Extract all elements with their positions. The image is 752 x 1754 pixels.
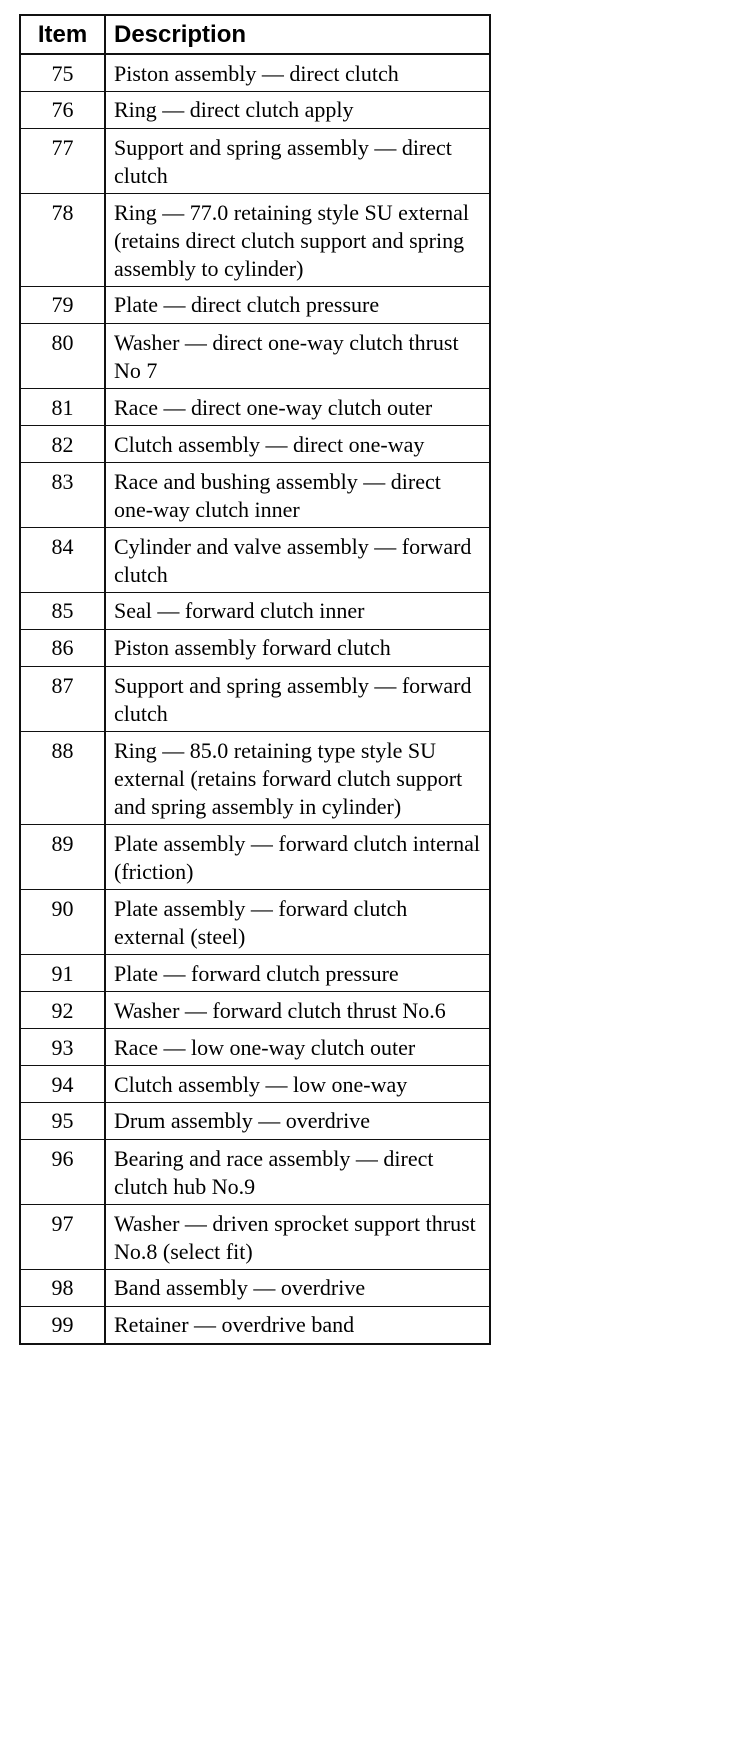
table-row (20, 426, 490, 463)
item-description: Band assembly — overdrive (105, 1270, 490, 1307)
table-row (20, 630, 490, 667)
table-row (20, 667, 490, 732)
item-number: 75 (20, 54, 105, 92)
item-number: 82 (20, 426, 105, 463)
item-description: Bearing and race assembly — direct clutch hub No.9 (105, 1140, 490, 1205)
table-header-row (20, 15, 490, 54)
table-row (20, 1140, 490, 1205)
item-description: Support and spring assembly — direct clutch (105, 129, 490, 194)
table-row (20, 324, 490, 389)
item-number: 89 (20, 825, 105, 890)
item-description: Race — direct one-way clutch outer (105, 389, 490, 426)
item-description: Ring — direct clutch apply (105, 92, 490, 129)
table-row (20, 129, 490, 194)
item-number: 76 (20, 92, 105, 129)
table-row (20, 92, 490, 129)
item-description: Washer — forward clutch thrust No.6 (105, 992, 490, 1029)
item-description: Plate — forward clutch pressure (105, 955, 490, 992)
item-number: 88 (20, 732, 105, 825)
table-row (20, 593, 490, 630)
item-number: 77 (20, 129, 105, 194)
item-description: Ring — 85.0 retaining type style SU external (retains forward clutch support and spring assembly in cylinder) (105, 732, 490, 825)
table-row (20, 1029, 490, 1066)
item-description: Race and bushing assembly — direct one-way clutch inner (105, 463, 490, 528)
item-description: Cylinder and valve assembly — forward clutch (105, 528, 490, 593)
table-row (20, 825, 490, 890)
item-description: Plate — direct clutch pressure (105, 287, 490, 324)
table-row (20, 54, 490, 92)
item-description: Race — low one-way clutch outer (105, 1029, 490, 1066)
item-description: Retainer — overdrive band (105, 1307, 490, 1345)
table-row (20, 732, 490, 825)
item-number: 79 (20, 287, 105, 324)
table-row (20, 528, 490, 593)
item-number: 86 (20, 630, 105, 667)
item-number: 83 (20, 463, 105, 528)
table-row (20, 1066, 490, 1103)
item-number: 96 (20, 1140, 105, 1205)
item-number: 78 (20, 194, 105, 287)
item-description: Drum assembly — overdrive (105, 1103, 490, 1140)
item-description: Plate assembly — forward clutch external (steel) (105, 890, 490, 955)
parts-table (19, 14, 491, 1345)
table-row (20, 463, 490, 528)
item-number: 84 (20, 528, 105, 593)
description-column-header: Description (105, 15, 490, 54)
item-description: Support and spring assembly — forward clutch (105, 667, 490, 732)
item-description: Washer — driven sprocket support thrust No.8 (select fit) (105, 1205, 490, 1270)
table-row (20, 1270, 490, 1307)
table-row (20, 1205, 490, 1270)
table-row (20, 287, 490, 324)
item-description: Clutch assembly — direct one-way (105, 426, 490, 463)
item-number: 85 (20, 593, 105, 630)
item-description: Seal — forward clutch inner (105, 593, 490, 630)
table-row (20, 955, 490, 992)
item-number: 92 (20, 992, 105, 1029)
item-description: Ring — 77.0 retaining style SU external (retains direct clutch support and spring assembly to cylinder) (105, 194, 490, 287)
table-row (20, 389, 490, 426)
item-number: 93 (20, 1029, 105, 1066)
item-number: 90 (20, 890, 105, 955)
table-row (20, 992, 490, 1029)
item-number: 99 (20, 1307, 105, 1345)
item-number: 97 (20, 1205, 105, 1270)
item-column-header: Item (20, 15, 105, 54)
item-number: 81 (20, 389, 105, 426)
item-description: Piston assembly — direct clutch (105, 54, 490, 92)
table-row (20, 194, 490, 287)
item-description: Plate assembly — forward clutch internal (friction) (105, 825, 490, 890)
item-number: 95 (20, 1103, 105, 1140)
item-number: 94 (20, 1066, 105, 1103)
table-row (20, 890, 490, 955)
item-number: 91 (20, 955, 105, 992)
item-number: 80 (20, 324, 105, 389)
item-number: 98 (20, 1270, 105, 1307)
item-number: 87 (20, 667, 105, 732)
table-row (20, 1103, 490, 1140)
item-description: Clutch assembly — low one-way (105, 1066, 490, 1103)
item-description: Piston assembly forward clutch (105, 630, 490, 667)
table-row (20, 1307, 490, 1345)
item-description: Washer — direct one-way clutch thrust No 7 (105, 324, 490, 389)
